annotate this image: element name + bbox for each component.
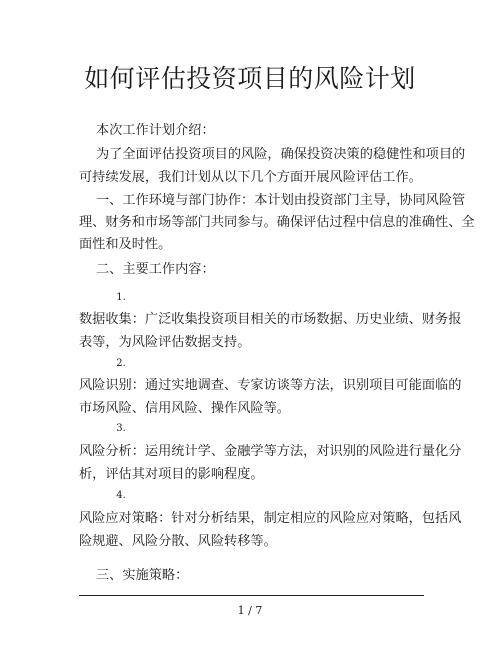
list-item-number: 3. — [116, 423, 126, 434]
list-item-number: 4. — [116, 490, 126, 501]
list-item-number: 1. — [116, 292, 126, 303]
list-item-text: 险规避、风险分散、风险转移等。 — [79, 534, 277, 549]
footer-divider — [79, 595, 424, 596]
intro-heading: 本次工作计划介绍： — [96, 123, 215, 138]
section1-line: 理、财务和市场等部门共同参与。确保评估过程中信息的准确性、全 — [79, 215, 475, 230]
list-item-text: 市场风险、信用风险、操作风险等。 — [79, 401, 290, 416]
list-item-text: 风险分析：运用统计学、金融学等方法，对识别的风险进行量化分 — [79, 444, 462, 459]
list-item-text: 数据收集：广泛收集投资项目相关的市场数据、历史业绩、财务报 — [79, 312, 462, 327]
list-item-text: 风险应对策略：针对分析结果，制定相应的风险应对策略，包括风 — [79, 511, 462, 526]
page-indicator: 1 / 7 — [237, 604, 263, 617]
intro-line: 可持续发展，我们计划从以下几个方面开展风险评估工作。 — [79, 170, 422, 185]
section2-heading: 二、主要工作内容： — [96, 262, 215, 277]
list-item-text: 析，评估其对项目的影响程度。 — [79, 467, 264, 482]
list-item-text: 表等，为风险评估数据支持。 — [79, 335, 251, 350]
section1-line: 一、工作环境与部门协作：本计划由投资部门主导，协同风险管 — [96, 193, 466, 208]
intro-line: 为了全面评估投资项目的风险，确保投资决策的稳健性和项目的 — [96, 147, 466, 162]
section1-line: 面性和及时性。 — [79, 237, 172, 252]
list-item-text: 风险识别：通过实地调查、专家访谈等方法，识别项目可能面临的 — [79, 378, 462, 393]
document-title: 如何评估投资项目的风险计划 — [84, 64, 416, 93]
section3-heading: 三、实施策略： — [96, 568, 189, 583]
list-item-number: 2. — [116, 358, 126, 369]
